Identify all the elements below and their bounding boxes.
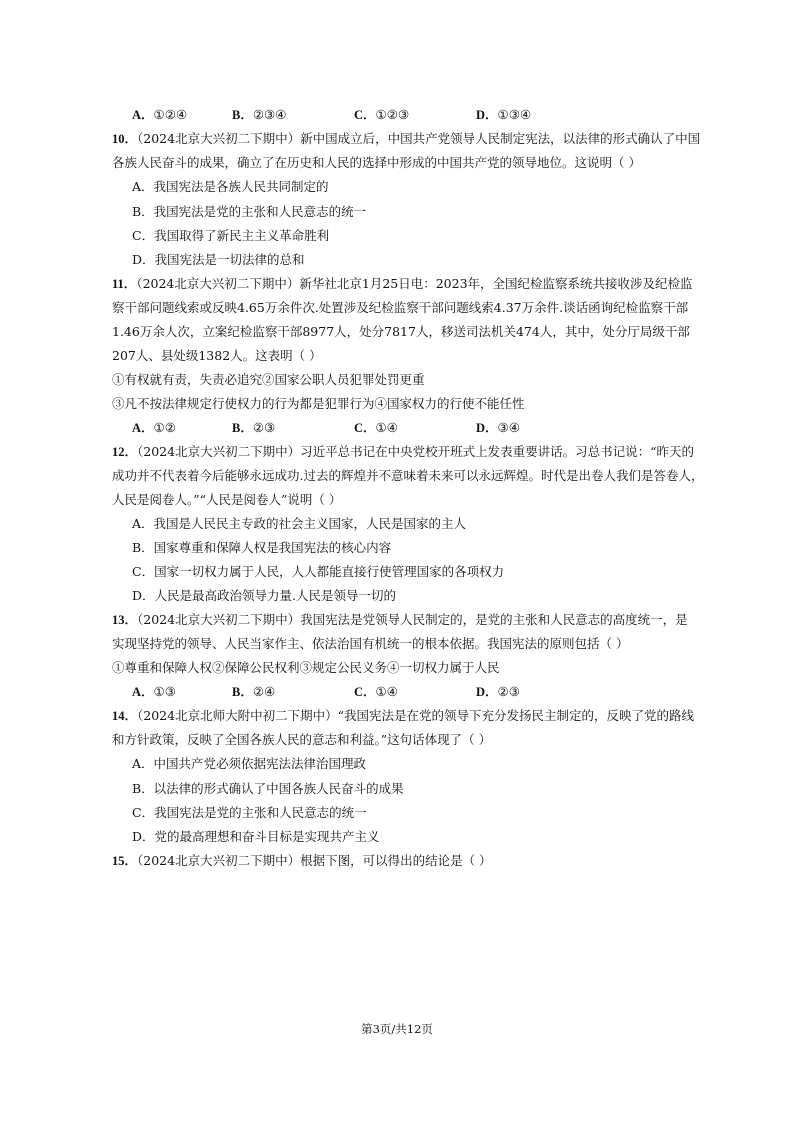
q13-stem-line-2: 实现坚持党的领导、人民当家作主、依法治国有机统一的根本依据。我国宪法的原则包括（ ） xyxy=(112,636,629,651)
q12-number: 12． xyxy=(112,445,138,459)
q13-options xyxy=(132,683,692,701)
q11-option-a[interactable]: A．①② xyxy=(132,420,176,435)
q11-options xyxy=(132,419,692,437)
q10-stem-line-2: 各族人民奋斗的成果，确立了在历史和人民的选择中形成的中国共产党的领导地位。这说明（ ） xyxy=(112,155,641,170)
q13-option-d[interactable]: D．②③ xyxy=(476,684,520,699)
q14-stem-line-2: 和方针政策，反映了全国各族人民的意志和利益。”这句话体现了（ ） xyxy=(112,732,492,747)
q12-choice-d[interactable]: D．人民是最高政治领导力量.人民是领导一切的 xyxy=(132,588,396,603)
q11-stem-line-2: 察干部问题线索或反映4.65万余件次.处置涉及纪检监察干部问题线索4.37万余件.谈话函询纪检监察干部 xyxy=(112,300,689,315)
q12-stem-line-1: 12．（2024北京大兴初二下期中）习近平总书记在中央党校开班式上发表重要讲话。习总书记说：“昨天的 xyxy=(112,444,694,459)
q11-option-d[interactable]: D．③④ xyxy=(476,420,520,435)
q10-choice-b[interactable]: B．我国宪法是党的主张和人民意志的统一 xyxy=(132,204,367,219)
q10-choice-a[interactable]: A．我国宪法是各族人民共同制定的 xyxy=(132,179,329,194)
q12-stem-line-3: 人民是阅卷人。”“人民是阅卷人”说明（ ） xyxy=(112,492,342,507)
q12-choice-b[interactable]: B．国家尊重和保障人权是我国宪法的核心内容 xyxy=(132,540,392,555)
q10-number: 10． xyxy=(112,132,138,146)
q13-statement-line-1: ①尊重和保障人权②保障公民权利③规定公民义务④一切权力属于人民 xyxy=(112,660,500,675)
q12-choice-c[interactable]: C．国家一切权力属于人民，人人都能直接行使管理国家的各项权力 xyxy=(132,564,505,579)
q9-option-b[interactable]: B．②③④ xyxy=(232,107,287,122)
q9-option-a[interactable]: A．①②④ xyxy=(132,107,188,122)
q11-option-c[interactable]: C．①④ xyxy=(354,420,398,435)
q15-number: 15． xyxy=(112,854,138,868)
q13-number: 13． xyxy=(112,613,138,627)
q10-choice-c[interactable]: C．我国取得了新民主主义革命胜利 xyxy=(132,228,330,243)
q14-stem-line-1: 14．（2024北京北师大附中初二下期中）“我国宪法是在党的领导下充分发扬民主制定的，反映了党的路线 xyxy=(112,708,694,723)
q9-options xyxy=(132,106,692,124)
page-footer: 第3页/共12页 xyxy=(361,1022,433,1036)
q11-stem-line-4: 207人、县处级1382人。这表明（ ） xyxy=(112,348,322,363)
q11-stem-line-1: 11．（2024北京大兴初二下期中）新华社北京1月25日电：2023年，全国纪检监察系统共接收涉及纪检监 xyxy=(112,276,693,291)
q10-stem-line-1: 10．（2024北京大兴初二下期中）新中国成立后，中国共产党领导人民制定宪法，以法律的形式确认了中国 xyxy=(112,131,701,146)
q12-choice-a[interactable]: A．我国是人民民主专政的社会主义国家，人民是国家的主人 xyxy=(132,516,467,531)
q14-choice-c[interactable]: C．我国宪法是党的主张和人民意志的统一 xyxy=(132,805,367,820)
q11-stem-line-3: 1.46万余人次，立案纪检监察干部8977人，处分7817人，移送司法机关474人，其中，处分厅局级干部 xyxy=(112,324,690,339)
q12-stem-line-2: 成功并不代表着今后能够永远成功.过去的辉煌并不意味着未来可以永远辉煌。时代是出卷人我们是答卷人， xyxy=(112,468,704,483)
q9-option-c[interactable]: C．①②③ xyxy=(354,107,410,122)
q13-option-b[interactable]: B．②④ xyxy=(232,684,276,699)
q13-option-a[interactable]: A．①③ xyxy=(132,684,176,699)
q10-choice-d[interactable]: D．我国宪法是一切法律的总和 xyxy=(132,252,305,267)
q13-stem-line-1: 13．（2024北京大兴初二下期中）我国宪法是党领导人民制定的，是党的主张和人民意志的高度统一，是 xyxy=(112,612,688,627)
q14-number: 14． xyxy=(112,709,138,723)
q14-choice-b[interactable]: B．以法律的形式确认了中国各族人民奋斗的成果 xyxy=(132,781,404,796)
q11-statement-line-1: ①有权就有责，失责必追究②国家公职人员犯罪处罚更重 xyxy=(112,372,425,387)
q11-statement-line-2: ③凡不按法律规定行使权力的行为都是犯罪行为④国家权力的行使不能任性 xyxy=(112,396,525,411)
q11-number: 11． xyxy=(112,277,137,291)
q13-option-c[interactable]: C．①④ xyxy=(354,684,398,699)
q15-stem-line-1: 15．（2024北京大兴初二下期中）根据下图，可以得出的结论是（ ） xyxy=(112,853,492,868)
q14-choice-a[interactable]: A．中国共产党必须依据宪法法律治国理政 xyxy=(132,756,367,771)
q14-choice-d[interactable]: D．党的最高理想和奋斗目标是实现共产主义 xyxy=(132,829,380,844)
q9-option-d[interactable]: D．①③④ xyxy=(476,107,532,122)
q11-option-b[interactable]: B．②③ xyxy=(232,420,276,435)
